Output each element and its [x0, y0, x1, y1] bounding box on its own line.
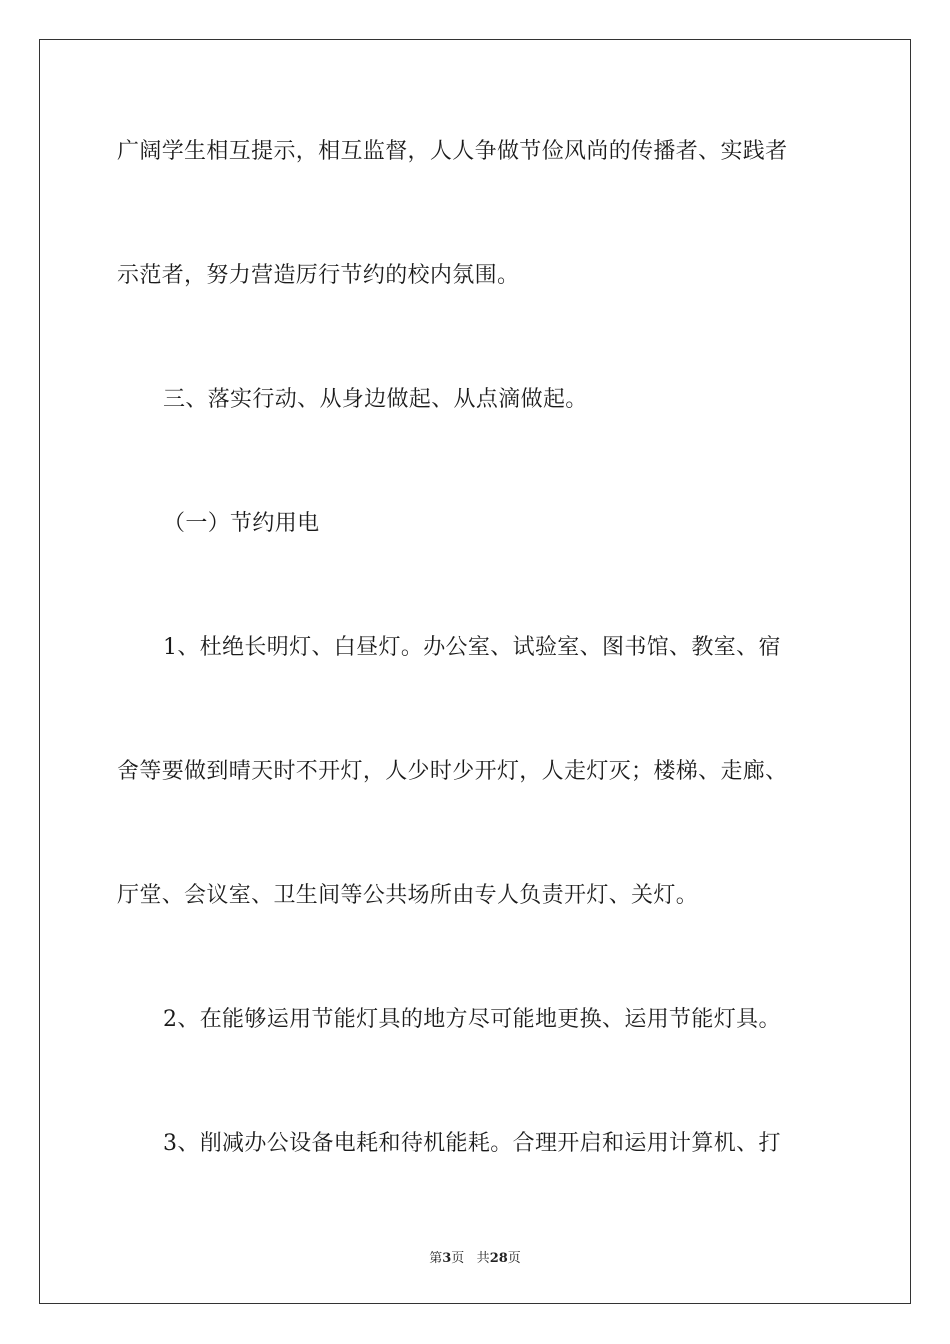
subsection-heading-1: （一）节约用电	[163, 511, 320, 536]
footer-total-prefix: 共	[476, 1251, 490, 1266]
body-line-2: 示范者，努力营造厉行节约的校内氛围。	[117, 263, 520, 288]
item-1-line-2: 舍等要做到晴天时不开灯，人少时少开灯，人走灯灭；楼梯、走廊、	[117, 759, 788, 784]
footer-total-pages: 28	[489, 1251, 508, 1266]
item-1-line-1: 1、杜绝长明灯、白昼灯。办公室、试验室、图书馆、教室、宿	[163, 635, 781, 660]
item-1-line-3: 厅堂、会议室、卫生间等公共场所由专人负责开灯、关灯。	[117, 883, 699, 908]
footer-page-number: 3	[442, 1251, 452, 1266]
section-heading-3: 三、落实行动、从身边做起、从点滴做起。	[163, 387, 588, 412]
item-3-line-1: 3、削减办公设备电耗和待机能耗。合理开启和运用计算机、打	[163, 1131, 781, 1156]
footer-prefix: 第	[429, 1251, 443, 1266]
body-line-1: 广阔学生相互提示，相互监督，人人争做节俭风尚的传播者、实践者	[117, 139, 788, 164]
footer-page-suffix: 页	[451, 1251, 465, 1266]
page-footer	[0, 1247, 950, 1266]
footer-total-suffix: 页	[507, 1251, 521, 1266]
item-2-line-1: 2、在能够运用节能灯具的地方尽可能地更换、运用节能灯具。	[163, 1007, 781, 1032]
page-border	[39, 39, 911, 1304]
